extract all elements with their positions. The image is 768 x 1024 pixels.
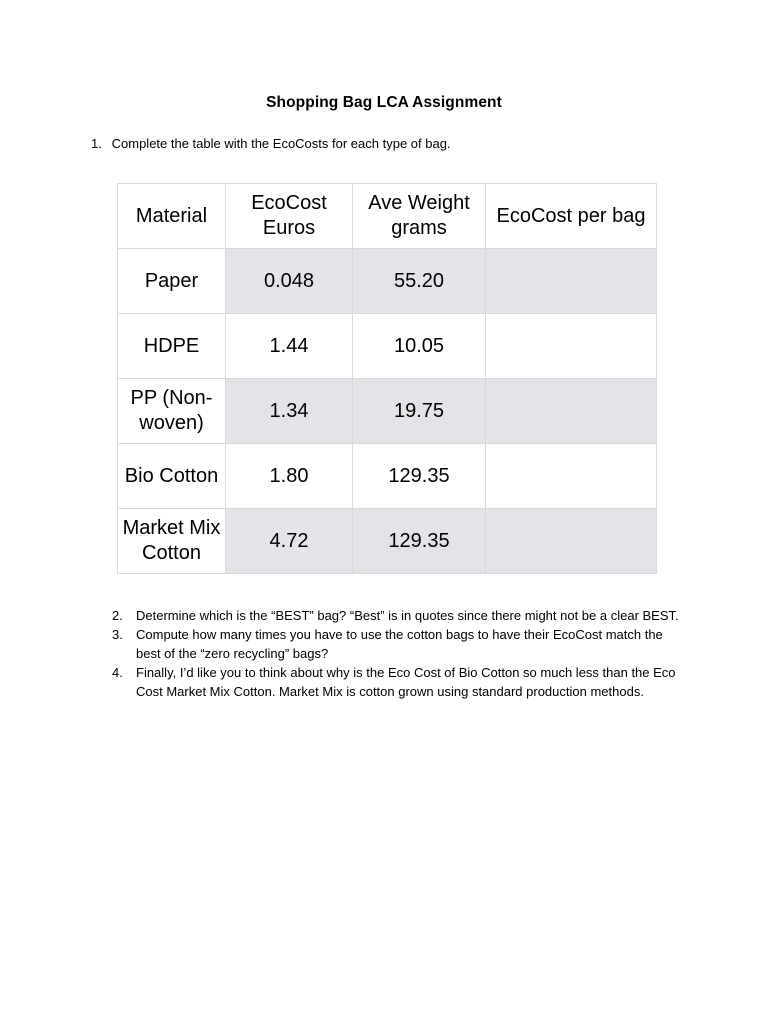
table-header-row <box>118 184 657 249</box>
weight-cell: 129.35 <box>353 509 486 574</box>
question-3 <box>112 625 682 663</box>
question-number: 1. <box>91 136 102 151</box>
material-cell: PP (Non- woven) <box>118 379 226 444</box>
question-1 <box>91 136 451 151</box>
question-text: Finally, I’d like you to think about why is the Eco Cost of Bio Cotton so much less than the Eco Cost Market Mix Cotton. Market Mix is cotton grown using standard production methods. <box>136 665 676 699</box>
header-weight: Ave Weight grams <box>353 184 486 249</box>
per-bag-cell <box>486 249 657 314</box>
question-text: Compute how many times you have to use the cotton bags to have their EcoCost match the best of the “zero recycling” bags? <box>136 627 663 661</box>
question-number: 4. <box>112 665 123 680</box>
table-row <box>118 379 657 444</box>
ecocost-cell: 4.72 <box>226 509 353 574</box>
weight-cell: 10.05 <box>353 314 486 379</box>
page-title: Shopping Bag LCA Assignment <box>266 94 502 111</box>
per-bag-cell <box>486 379 657 444</box>
per-bag-cell <box>486 509 657 574</box>
table-row <box>118 249 657 314</box>
header-material: Material <box>118 184 226 249</box>
ecocost-cell: 1.44 <box>226 314 353 379</box>
question-number: 2. <box>112 608 123 623</box>
ecocost-table <box>117 183 657 574</box>
material-cell: Bio Cotton <box>118 444 226 509</box>
ecocost-cell: 1.80 <box>226 444 353 509</box>
header-per-bag: EcoCost per bag <box>486 184 657 249</box>
per-bag-cell <box>486 314 657 379</box>
weight-cell: 55.20 <box>353 249 486 314</box>
weight-cell: 129.35 <box>353 444 486 509</box>
material-cell: Market Mix Cotton <box>118 509 226 574</box>
table-row <box>118 509 657 574</box>
table-row <box>118 444 657 509</box>
material-cell: HDPE <box>118 314 226 379</box>
header-ecocost: EcoCost Euros <box>226 184 353 249</box>
table-row <box>118 314 657 379</box>
question-text: Complete the table with the EcoCosts for each type of bag. <box>111 136 451 151</box>
question-list <box>112 606 682 701</box>
ecocost-cell: 1.34 <box>226 379 353 444</box>
ecocost-cell: 0.048 <box>226 249 353 314</box>
question-2 <box>112 606 682 625</box>
per-bag-cell <box>486 444 657 509</box>
question-4 <box>112 663 682 701</box>
material-cell: Paper <box>118 249 226 314</box>
question-number: 3. <box>112 627 123 642</box>
question-text: Determine which is the “BEST” bag? “Best” is in quotes since there might not be a clear BEST. <box>136 608 679 623</box>
weight-cell: 19.75 <box>353 379 486 444</box>
